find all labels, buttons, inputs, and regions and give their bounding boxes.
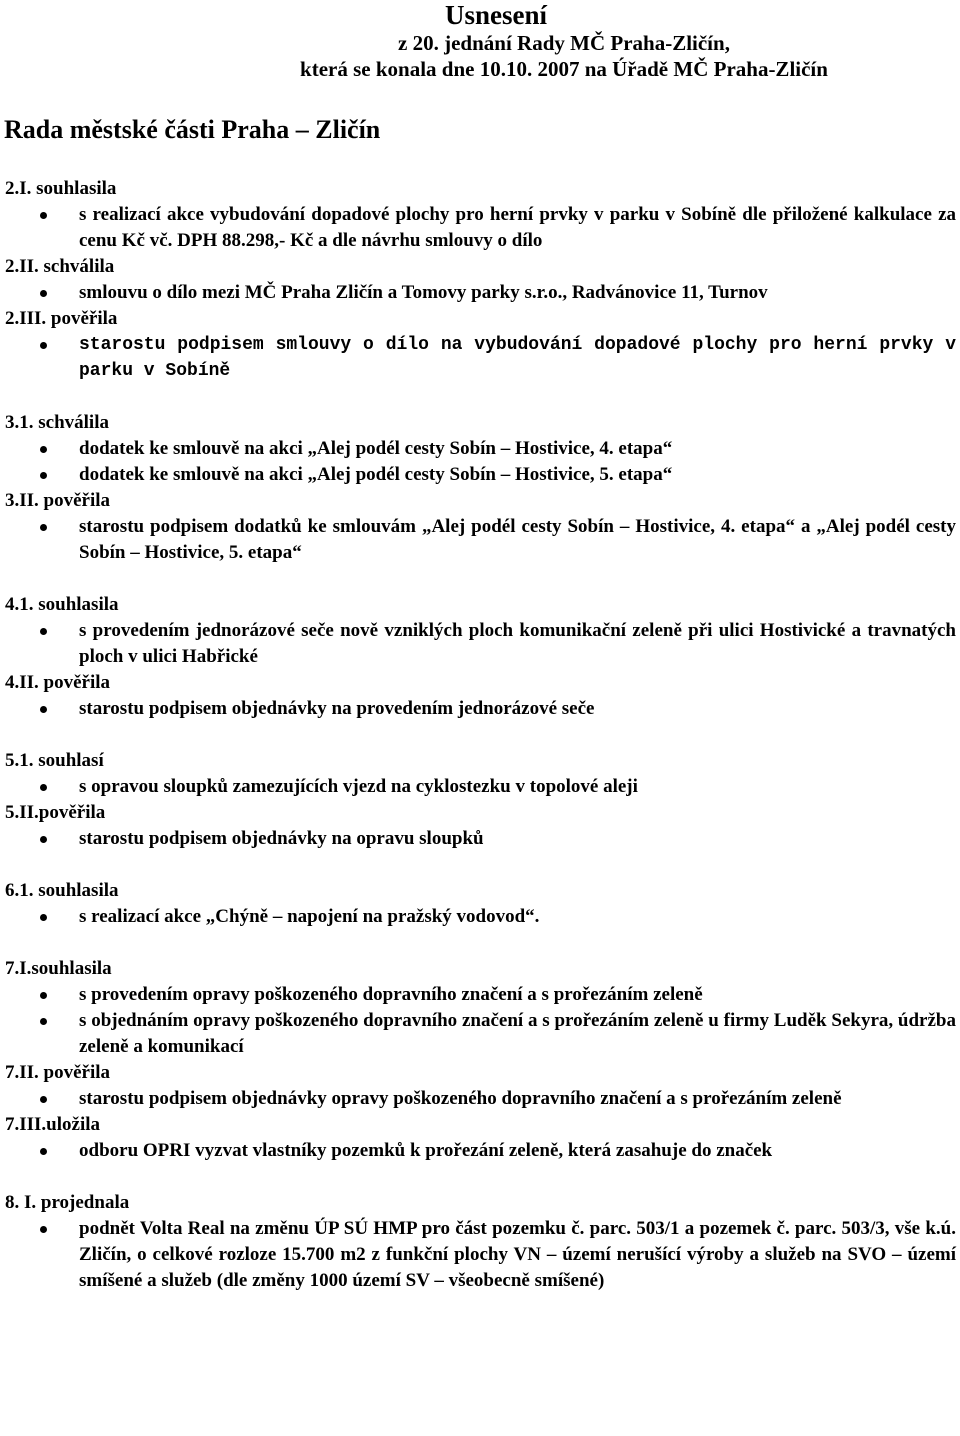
resolution-item: s objednáním opravy poškozeného dopravního značení a s prořezáním zeleně u firmy Luděk Sekyra, údržba zeleně a komunikací [0,1008,960,1060]
section-heading: 5.II.pověřila [5,802,106,823]
resolution-item: dodatek ke smlouvě na akci „Alej podél cesty Sobín – Hostivice, 4. etapa“ [0,436,960,462]
meeting-line-2: která se konala dne 10.10. 2007 na Úřadě MČ Praha-Zličín [300,57,828,81]
resolution-item: podnět Volta Real na změnu ÚP SÚ HMP pro část pozemku č. parc. 503/1 a pozemek č. parc. 503/3, vše k.ú. Zličín, o celkové rozloze 15.700 m2 z funkční plochy VN – území nerušící výroby a služeb na SVO – území smíšené a služeb (dle změny 1000 území SV – všeobecně smíšené) [0,1216,960,1294]
resolution-item: starostu podpisem objednávky opravy poškozeného dopravního značení a s prořezáním zeleně [0,1086,960,1112]
bullet-icon [40,472,47,479]
organization-heading: Rada městské části Praha – Zličín [4,115,381,144]
bullet-icon [40,212,47,219]
section-heading: 8. I. projednala [5,1192,130,1213]
bullet-icon [40,914,47,921]
resolution-item: smlouvu o dílo mezi MČ Praha Zličín a Tomovy parky s.r.o., Radvánovice 11, Turnov [0,280,960,306]
section-heading: 7.I.souhlasila [5,958,112,979]
section-heading: 3.1. schválila [5,412,109,433]
resolution-item: s realizací akce „Chýně – napojení na pražský vodovod“. [0,904,960,930]
bullet-icon [40,1226,47,1233]
section-heading: 4.1. souhlasila [5,594,119,615]
document-title: Usnesení [444,0,547,30]
resolution-item: dodatek ke smlouvě na akci „Alej podél cesty Sobín – Hostivice, 5. etapa“ [0,462,960,488]
resolutions [0,176,960,1294]
resolution-item: starostu podpisem objednávky na opravu sloupků [0,826,960,852]
spacer [0,384,960,410]
section-heading: 6.1. souhlasila [5,880,119,901]
section-heading: 3.II. pověřila [5,490,111,511]
bullet-icon [40,524,47,531]
resolution-item: odboru OPRI vyzvat vlastníky pozemků k prořezání zeleně, která zasahuje do značek [0,1138,960,1164]
resolution-item: starostu podpisem smlouvy o dílo na vybudování dopadové plochy pro herní prvky v parku v Sobíně [0,332,960,384]
bullet-icon [40,1018,47,1025]
spacer [0,1164,960,1190]
section-heading: 2.I. souhlasila [5,178,117,199]
spacer [0,930,960,956]
spacer [0,852,960,878]
section-heading: 7.III.uložila [5,1114,101,1135]
section-heading: 5.1. souhlasí [5,750,104,771]
bullet-icon [40,1148,47,1155]
resolution-item: starostu podpisem objednávky na provedením jednorázové seče [0,696,960,722]
resolution-item: s realizací akce vybudování dopadové plochy pro herní prvky v parku v Sobíně dle přiložené kalkulace za cenu Kč vč. DPH 88.298,- Kč a dle návrhu smlouvy o dílo [0,202,960,254]
document-header [0,0,960,82]
spacer [0,566,960,592]
bullet-icon [40,784,47,791]
section-heading: 2.III. pověřila [5,308,118,329]
section-heading: 7.II. pověřila [5,1062,111,1083]
bullet-icon [40,706,47,713]
bullet-icon [40,628,47,635]
bullet-icon [40,342,47,349]
resolution-item: s provedením opravy poškozeného dopravního značení a s prořezáním zeleně [0,982,960,1008]
resolution-item: s provedením jednorázové seče nově vzniklých ploch komunikační zeleně při ulici Hostivické a travnatých ploch v ulici Habřické [0,618,960,670]
bullet-icon [40,1096,47,1103]
spacer [0,722,960,748]
section-heading: 4.II. pověřila [5,672,111,693]
bullet-icon [40,446,47,453]
bullet-icon [40,836,47,843]
section-heading: 2.II. schválila [5,256,115,277]
bullet-icon [40,992,47,999]
resolution-item: starostu podpisem dodatků ke smlouvám „Alej podél cesty Sobín – Hostivice, 4. etapa“ a „Alej podél cesty Sobín – Hostivice, 5. etapa“ [0,514,960,566]
resolution-item: s opravou sloupků zamezujících vjezd na cyklostezku v topolové aleji [0,774,960,800]
bullet-icon [40,290,47,297]
meeting-line-1: z 20. jednání Rady MČ Praha-Zličín, [398,31,730,55]
